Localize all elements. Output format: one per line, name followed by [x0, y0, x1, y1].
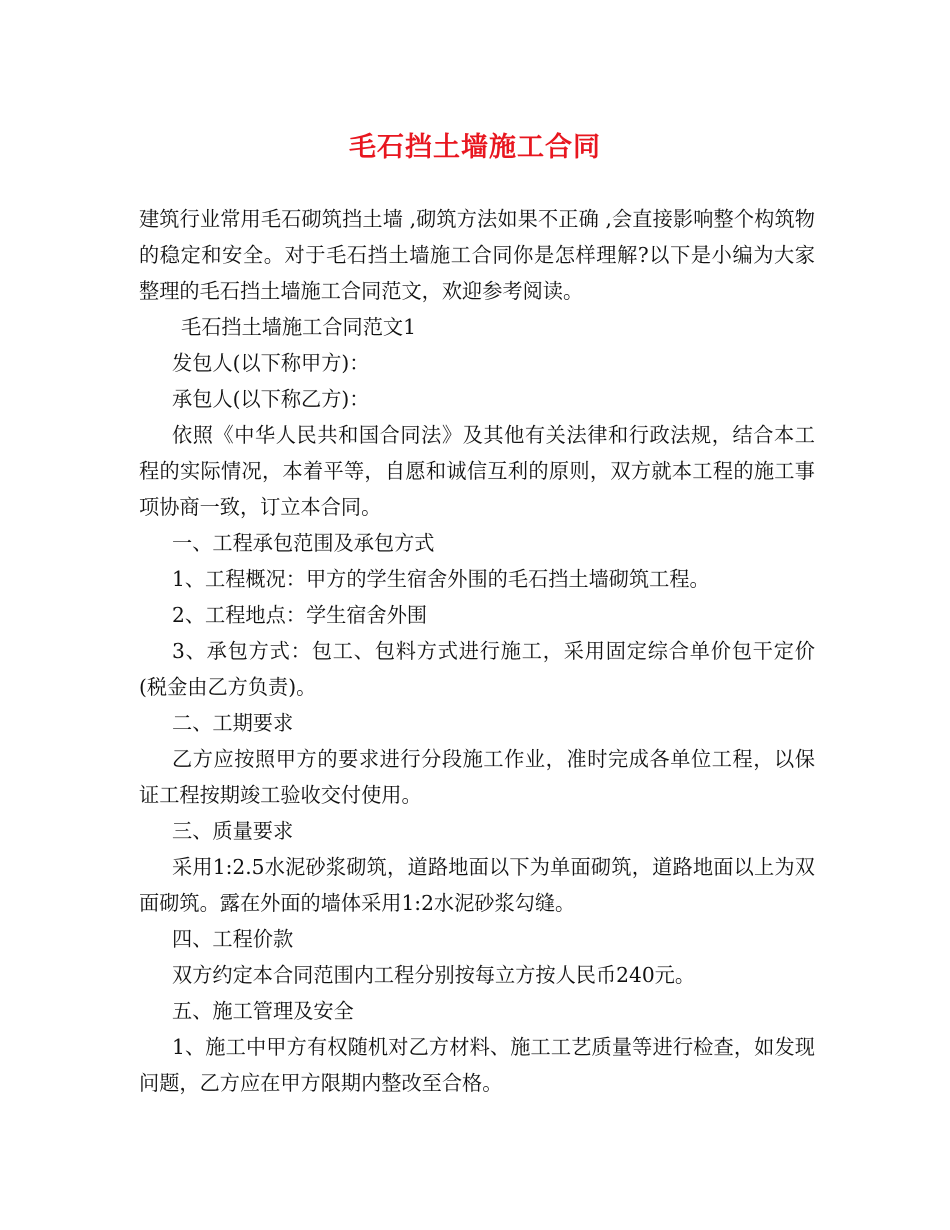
clause-2: 乙方应按照甲方的要求进行分段施工作业，准时完成各单位工程，以保证工程按期竣工验收交付使用。 — [139, 747, 815, 807]
clause-1-2: 2、工程地点：学生宿舍外围 — [172, 603, 428, 627]
document-body — [139, 201, 815, 1101]
document-title: 毛石挡土墙施工合同 — [349, 132, 601, 163]
sample-heading: 毛石挡土墙施工合同范文1 — [181, 315, 416, 339]
intro-paragraph: 建筑行业常用毛石砌筑挡土墙 ,砌筑方法如果不正确 ,会直接影响整个构筑物的稳定和安全。对于毛石挡土墙施工合同你是怎样理解?以下是小编为大家整理的毛石挡土墙施工合同范文，欢迎参考阅读。 — [139, 207, 815, 303]
clause-1-1: 1、工程概况：甲方的学生宿舍外围的毛石挡土墙砌筑工程。 — [172, 567, 710, 591]
preamble-paragraph: 依照《中华人民共和国合同法》及其他有关法律和行政法规，结合本工程的实际情况，本着平等，自愿和诚信互利的原则，双方就本工程的施工事项协商一致，订立本合同。 — [139, 423, 815, 519]
section-heading-1: 一、工程承包范围及承包方式 — [172, 531, 435, 555]
clause-5-1: 1、施工中甲方有权随机对乙方材料、施工工艺质量等进行检查，如发现问题，乙方应在甲方限期内整改至合格。 — [139, 1035, 815, 1095]
clause-3: 采用1:2.5水泥砂浆砌筑，道路地面以下为单面砌筑，道路地面以上为双面砌筑。露在外面的墙体采用1:2水泥砂浆勾缝。 — [139, 855, 815, 915]
section-heading-4: 四、工程价款 — [172, 927, 294, 951]
section-heading-3: 三、质量要求 — [172, 819, 294, 843]
clause-1-3: 3、承包方式：包工、包料方式进行施工，采用固定综合单价包干定价(税金由乙方负责)。 — [139, 639, 815, 699]
section-heading-2: 二、工期要求 — [172, 711, 294, 735]
section-heading-5: 五、施工管理及安全 — [172, 999, 354, 1023]
party-a-line: 发包人(以下称甲方)： — [172, 351, 370, 375]
clause-4: 双方约定本合同范围内工程分别按每立方按人民币240元。 — [172, 963, 696, 987]
party-b-line: 承包人(以下称乙方)： — [172, 387, 370, 411]
